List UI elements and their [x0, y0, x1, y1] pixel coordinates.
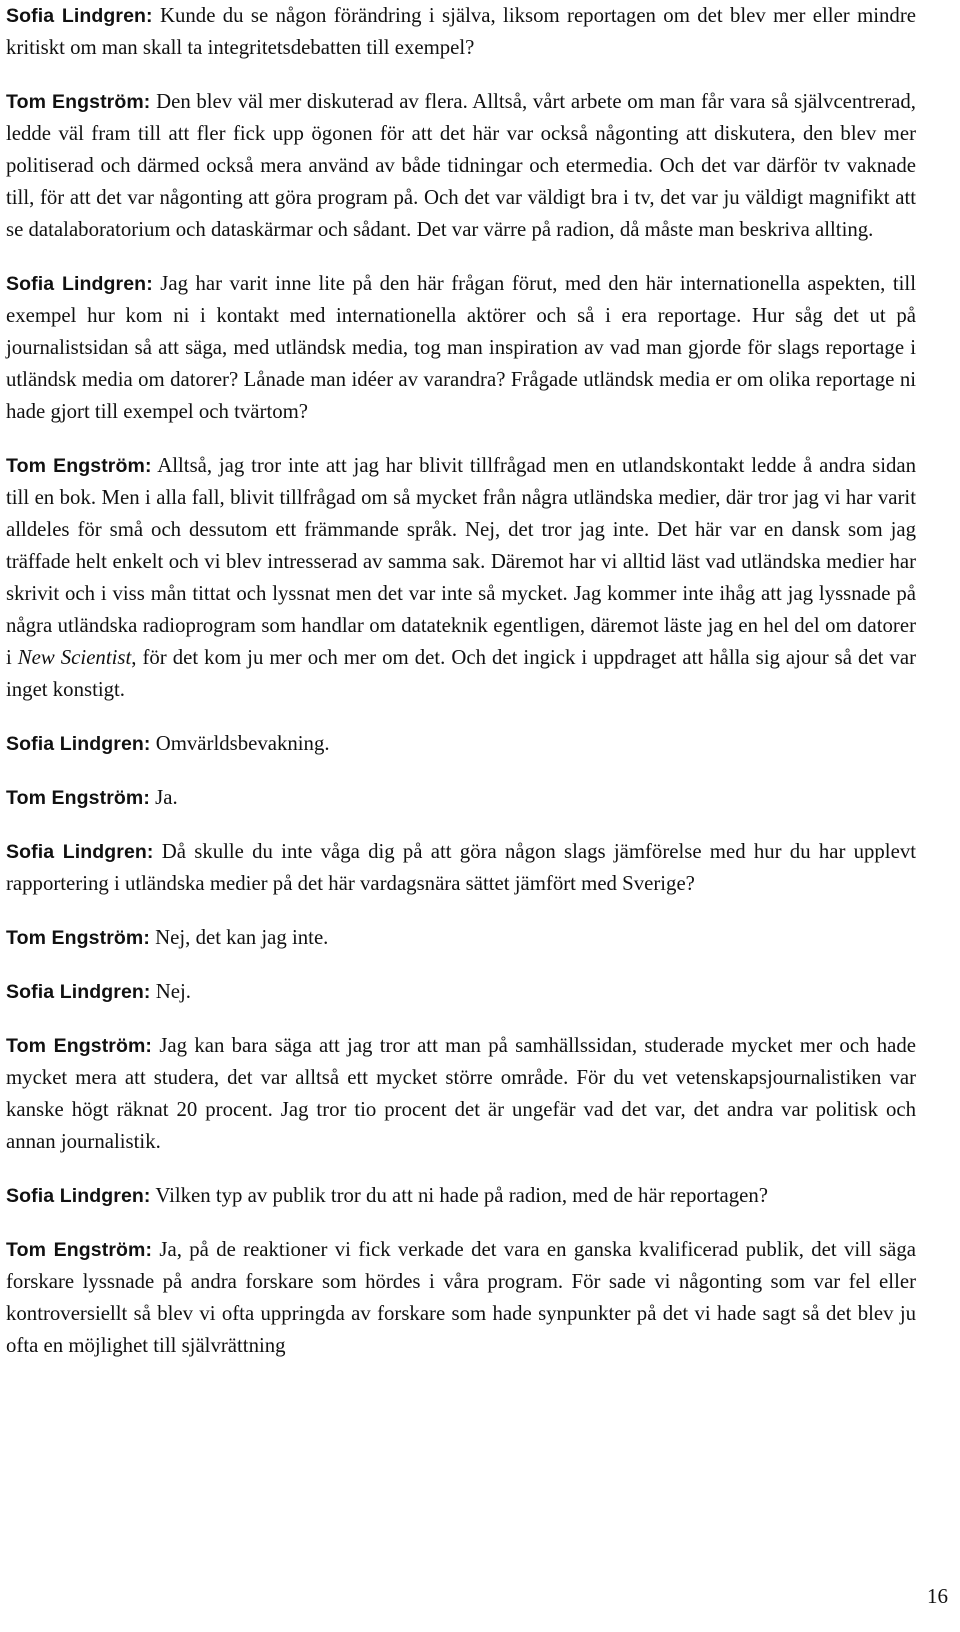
- publication-title: New Scientist: [17, 646, 132, 669]
- paragraph-text: Nej.: [150, 980, 191, 1003]
- paragraph-text: Ja.: [149, 786, 178, 809]
- page-number: 16: [927, 1584, 948, 1608]
- speaker-label: Sofia Lindgren:: [6, 981, 151, 1003]
- paragraph-text: , för det kom ju mer och mer om det. Och det ingick i uppdraget att hålla sig ajour så det var inget konstigt.: [6, 646, 916, 701]
- dialogue-paragraph: [6, 976, 916, 1008]
- dialogue-paragraph: [6, 0, 916, 64]
- dialogue-paragraph: [6, 782, 916, 814]
- dialogue-paragraph: [6, 728, 916, 760]
- speaker-label: Tom Engström:: [6, 455, 152, 477]
- speaker-label: Tom Engström:: [6, 787, 150, 809]
- paragraph-text: Nej, det kan jag inte.: [149, 926, 329, 949]
- speaker-label: Tom Engström:: [6, 1239, 153, 1261]
- speaker-label: Tom Engström:: [6, 91, 151, 113]
- paragraph-text: Alltså, jag tror inte att jag har blivit tillfrågad men en utlandskontakt ledde å andra sidan till en bok. Men i alla fall, blivit tillfrågad om så mycket från några utländska medier, där tror jag vi har varit alldeles för små och dessutom ett främmande språk. Nej, det tror jag inte. Det här var en dansk som jag träffade helt enkelt och vi blev intresserad av samma sak. Däremot har vi alltid läst vad utländska medier har skrivit och i viss mån tittat och lyssnat men det var inte så mycket. Jag kommer inte ihåg att jag lyssnade på några utländska radioprogram som handlar om datateknik egentligen, däremot läste jag en hel del om datorer i: [6, 454, 916, 669]
- paragraph-text: Då skulle du inte våga dig på att göra någon slags jämförelse med hur du har upplevt rapportering i utländska medier på det här vardagsnära sättet jämfört med Sverige?: [6, 840, 916, 895]
- paragraph-text: Den blev väl mer diskuterad av flera. Alltså, vårt arbete om man får vara så självcentrerad, ledde väl fram till att fler fick upp ögonen för att det här var också någonting att diskutera, den blev mer politiserad och därmed också mera använd av både tidningar och etermedia. Och det var därför tv vaknade till, för att det var någonting att göra program på. Och det var väldigt bra i tv, det var ju väldigt magnifikt att se datalaboratorium och dataskärmar och sådant. Det var värre på radion, då måste man beskriva allting.: [6, 90, 917, 241]
- dialogue-paragraph: [6, 836, 916, 900]
- dialogue-paragraph: [6, 922, 916, 954]
- speaker-label: Tom Engström:: [6, 927, 150, 949]
- paragraph-text: Kunde du se någon förändring i själva, liksom reportagen om det blev mer eller mindre kritiskt om man skall ta integritetsdebatten till exempel?: [6, 4, 916, 59]
- speaker-label: Sofia Lindgren:: [6, 841, 154, 863]
- speaker-label: Sofia Lindgren:: [6, 5, 153, 27]
- dialogue-paragraph: [6, 268, 916, 428]
- paragraph-text: Jag har varit inne lite på den här frågan förut, med den här internationella aspekten, till exempel hur kom ni i kontakt med internationella aktörer och så i era reportage. Hur såg det ut på journalistsidan så att säga, med utländsk media, tog man inspiration av vad man gjorde för slags reportage i utländsk media om datorer? Lånade man idéer av varandra? Frågade utländsk media er om olika reportage ni hade gjort till exempel och tvärtom?: [6, 272, 916, 423]
- paragraph-text: Ja, på de reaktioner vi fick verkade det vara en ganska kvalificerad publik, det vill säga forskare lyssnade på andra forskare som hördes i våra program. För sade vi någonting som var fel eller kontroversiellt så blev vi ofta uppringda av forskare som hade synpunkter på det vi hade sagt så det blev ju ofta en möjlighet till självrättning: [6, 1238, 916, 1357]
- dialogue-paragraph: [6, 1180, 916, 1212]
- speaker-label: Sofia Lindgren:: [6, 273, 153, 295]
- dialogue-paragraph: [6, 450, 916, 706]
- speaker-label: Sofia Lindgren:: [6, 733, 151, 755]
- speaker-label: Tom Engström:: [6, 1035, 153, 1057]
- dialogue-paragraph: [6, 86, 916, 246]
- paragraph-text: Jag kan bara säga att jag tror att man på samhällssidan, studerade mycket mer och hade mycket mera att studera, det var alltså ett mycket större område. För du vet vetenskapsjournalistiken var kanske högt räknat 20 procent. Jag tror tio procent det är ungefär vad det var, det andra var politisk och annan journalistik.: [6, 1034, 916, 1153]
- paragraph-text: Omvärldsbevakning.: [150, 732, 330, 755]
- paragraph-text: Vilken typ av publik tror du att ni hade på radion, med de här reportagen?: [150, 1184, 768, 1207]
- speaker-label: Sofia Lindgren:: [6, 1185, 151, 1207]
- dialogue-paragraph: [6, 1030, 916, 1158]
- dialogue-paragraph: [6, 1234, 916, 1362]
